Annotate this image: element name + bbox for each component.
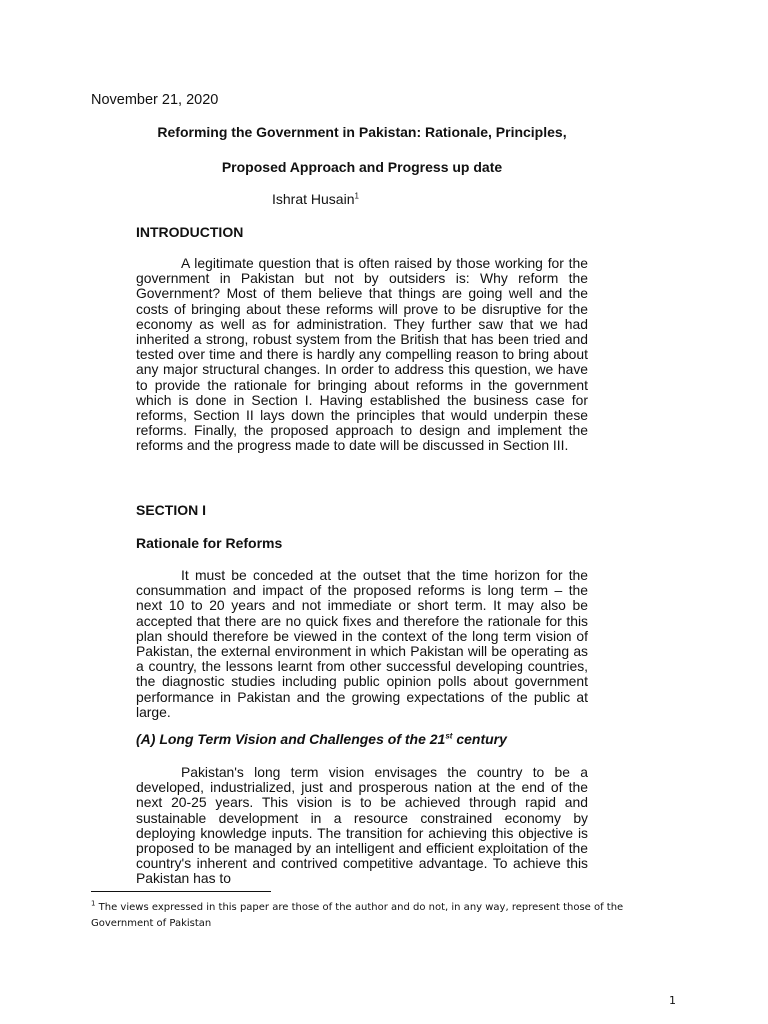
rationale-paragraph: It must be conceded at the outset that the time horizon for the consummation and impact of the proposed reforms is long term – the next 10 to 20 years and not immediate or short term. It may also be accepted that there are no quick fixes and therefore the rationale for this plan should therefore be viewed in the context of the long term vision of Pakistan, the external environment in which Pakistan will be operating as a country, the lessons learnt from other successful developing countries, the diagnostic studies including public opinion polls about government performance in Pakistan and the growing expectations of the public at large. xyxy=(136,567,588,720)
vision-heading-text: (A) Long Term Vision and Challenges of the 21 xyxy=(136,731,446,747)
footnote xyxy=(91,900,651,932)
vision-heading-superscript: st xyxy=(445,731,453,741)
footnote-text: The views expressed in this paper are those of the author and do not, in any way, represent those of the Government of Pakistan xyxy=(91,902,624,929)
vision-heading-text-end: century xyxy=(452,731,507,747)
author-footnote-mark[interactable]: 1 xyxy=(354,191,359,201)
long-term-vision-heading xyxy=(136,731,507,747)
author-name: Ishrat Husain xyxy=(272,191,355,207)
introduction-paragraph: A legitimate question that is often raised by those working for the government in Pakistan but not by outsiders is: Why reform the Government? Most of them believe that things are going well and the costs of bringing about these reforms will prove to be disruptive for the economy as well as for administration. They further saw that we had inherited a strong, robust system from the British that has been tried and tested over time and there is hardly any compelling reason to bring about any major structural changes. In order to address this question, we have to provide the rationale for bringing about reforms in the government which is done in Section I. Having established the business case for reforms, Section II lays down the principles that would underpin these reforms. Finally, the proposed approach to design and implement the reforms and the progress made to date will be discussed in Section III. xyxy=(136,255,588,454)
author-line xyxy=(272,191,359,207)
footnote-mark: 1 xyxy=(91,899,96,908)
document-title-line-1: Reforming the Government in Pakistan: Rationale, Principles, xyxy=(157,124,567,140)
document-title-line-2: Proposed Approach and Progress up date xyxy=(221,159,503,175)
section-1-heading: SECTION I xyxy=(136,502,207,518)
long-term-vision-paragraph: Pakistan's long term vision envisages the country to be a developed, industrialized, just and prosperous nation at the end of the next 20-25 years. This vision is to be achieved through rapid and sustainable development in a resource constrained economy by deploying knowledge inputs. The transition for achieving this objective is proposed to be managed by an intelligent and efficient exploitation of the country's inherent and contrived competitive advantage. To achieve this Pakistan has to xyxy=(136,764,588,887)
rationale-subheading: Rationale for Reforms xyxy=(136,535,283,551)
footnote-separator xyxy=(91,891,271,892)
page-number: 1 xyxy=(669,994,676,1007)
introduction-heading: INTRODUCTION xyxy=(136,224,244,240)
document-date: November 21, 2020 xyxy=(91,92,219,108)
